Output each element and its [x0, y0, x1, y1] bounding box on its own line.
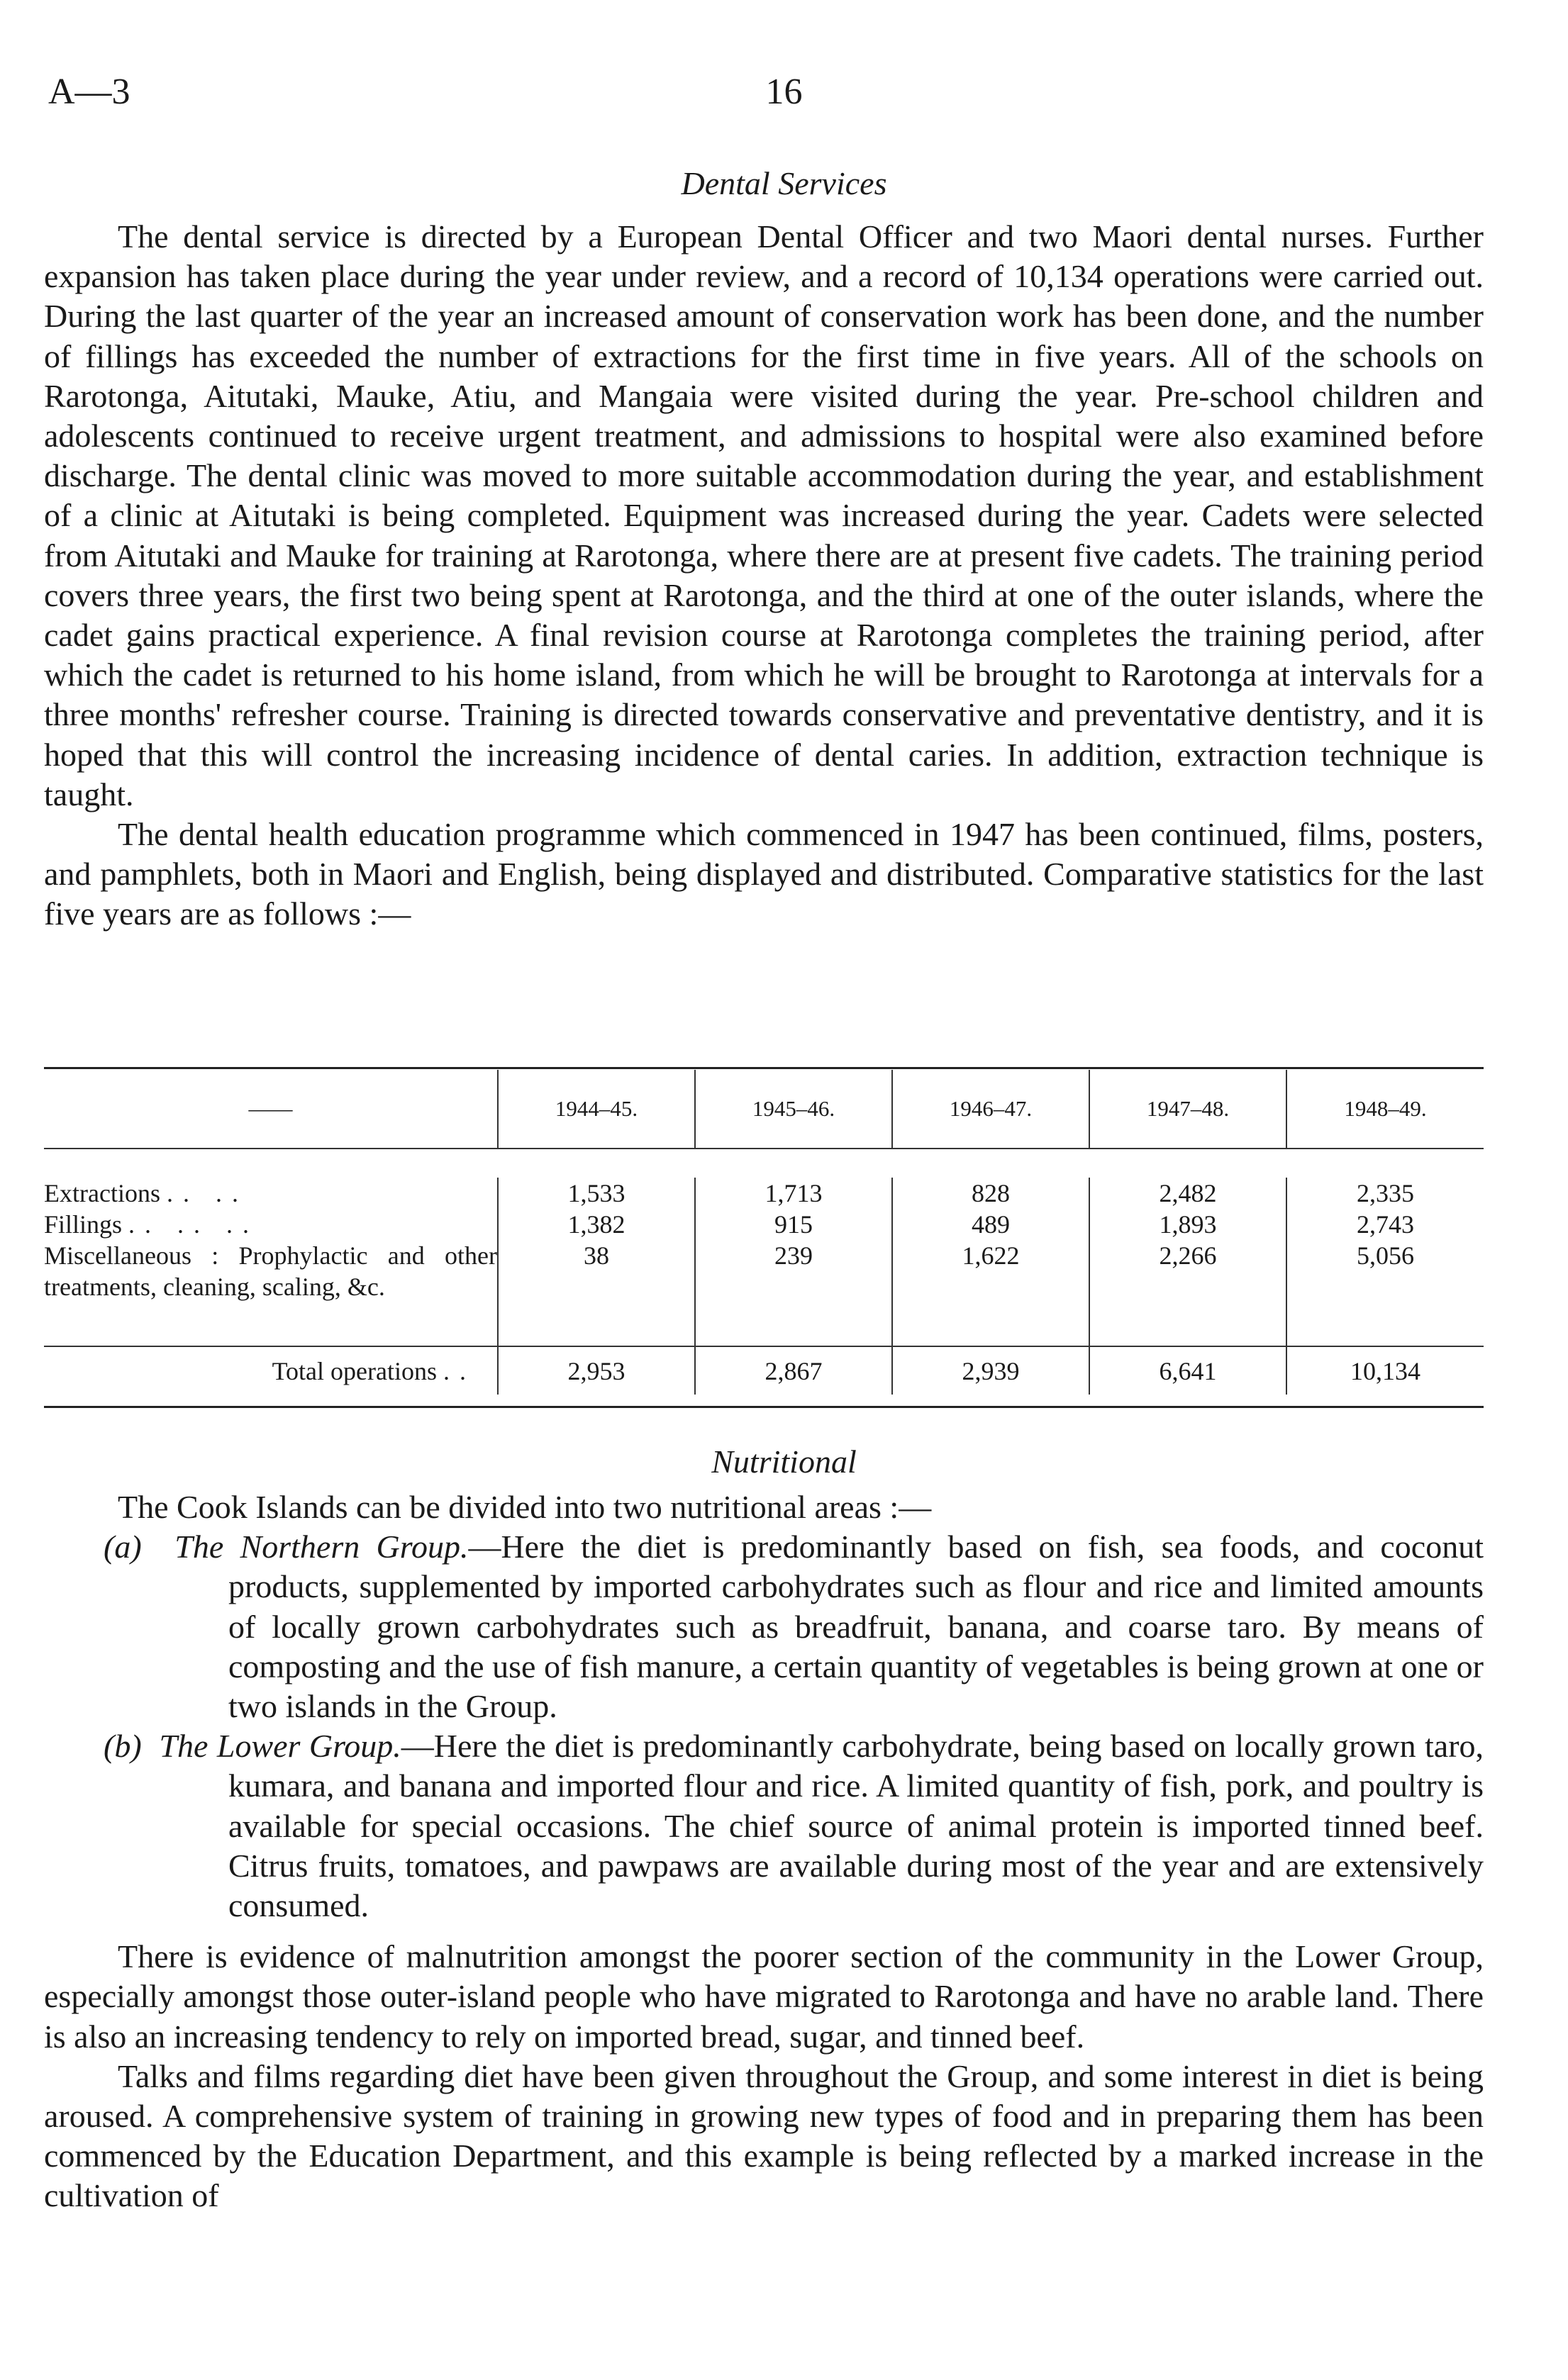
table-corner-cell: ——: [248, 1096, 293, 1121]
dental-paragraph-2: The dental health education programme which commenced in 1947 has been continued, films, posters, and pamphlets, both in Maori and English, being displayed and distributed. Comparative statistics for the last five years are as follows :—: [44, 816, 1484, 932]
list-item: [44, 1527, 1484, 1726]
nutritional-intro: The Cook Islands can be divided into two nutritional areas :—: [118, 1489, 932, 1525]
table-cell: 2,335: [1286, 1178, 1484, 1209]
table-cell: 2,482: [1089, 1178, 1286, 1209]
row-label: Miscellaneous : Prophylactic and other treatments, cleaning, scaling, &c.: [44, 1241, 497, 1301]
table-cell: 1,713: [695, 1178, 892, 1209]
nutritional-section: [44, 1487, 1484, 2216]
list-item-text: —Here the diet is predominantly based on fish, sea foods, and coconut products, supplemented by imported carbohydrates such as flour and rice and limited amounts of locally grown carbohydrates such as breadfruit, banana, and coarse taro. By means of composting and the use of fish manure, a certain quantity of vegetables is being grown at one or two islands in the Group.: [228, 1529, 1484, 1725]
page-number: 16: [765, 72, 803, 112]
table-cell: 489: [892, 1209, 1089, 1240]
document-reference: A—3: [48, 72, 130, 112]
column-header: 1945–46.: [695, 1070, 892, 1149]
list-item: [44, 1726, 1484, 1926]
list-marker: (b): [104, 1728, 142, 1765]
total-cell: 6,641: [1089, 1346, 1286, 1395]
table-cell: 5,056: [1286, 1240, 1484, 1346]
table-cell: 915: [695, 1209, 892, 1240]
malnutrition-paragraph: There is evidence of malnutrition amongst the poorer section of the community in the Lower Group, especially amongst those outer-island people who have migrated to Rarotonga and have no arable land. There is also an increasing tendency to rely on imported bread, sugar, and tinned beef.: [44, 1938, 1484, 2055]
column-header: 1948–49.: [1286, 1070, 1484, 1149]
list-item-title: The Lower Group.: [159, 1728, 401, 1765]
total-cell: 10,134: [1286, 1346, 1484, 1395]
table-cell: 828: [892, 1178, 1089, 1209]
dental-paragraph-1: The dental service is directed by a European Dental Officer and two Maori dental nurses. Further expansion has taken place during the year under review, and a record of 10,134 operations were carried out. During the last quarter of the year an increased amount of conservation work has been done, and the number of fillings has exceeded the number of extractions for the first time in five years. All of the schools on Rarotonga, Aitutaki, Mauke, Atiu, and Mangaia were visited during the year. Pre-school children and adolescents continued to receive urgent treatment, and admissions to hospital were also examined before discharge. The dental clinic was moved to more suitable accommodation during the year, and establishment of a clinic at Aitutaki is being completed. Equipment was increased during the year. Cadets were selected from Aitutaki and Mauke for training at Rarotonga, where there are at present five cadets. The training period covers three years, the first two being spent at Rarotonga, and the third at one of the outer islands, where the cadet gains practical experience. A final revision course at Rarotonga completes the training period, after which the cadet is returned to his home island, from which he will be brought to Rarotonga at intervals for a three months' refresher course. Training is directed towards conservative and preventative dentistry, and it is hoped that this will control the increasing incidence of dental caries. In addition, extraction technique is taught.: [44, 218, 1484, 812]
table-row: Extractions .. .. 1,533 1,713 828 2,482 2,335: [44, 1178, 1484, 1209]
list-item-title: The Northern Group.: [174, 1529, 469, 1565]
table-row: [44, 1240, 1484, 1346]
list-marker: (a): [104, 1529, 142, 1565]
column-header: 1944–45.: [498, 1070, 695, 1149]
column-header: 1946–47.: [892, 1070, 1089, 1149]
row-label: Extractions: [44, 1179, 160, 1207]
table-cell: 38: [498, 1240, 695, 1346]
table-total-row: Total operations .. 2,953 2,867 2,939 6,641 10,134: [44, 1346, 1484, 1395]
dental-services-heading: Dental Services: [681, 165, 887, 201]
list-item-text: —Here the diet is predominantly carbohydrate, being based on locally grown taro, kumara, and banana and imported flour and rice. A limited quantity of fish, pork, and poultry is available for special occasions. The chief source of animal protein is imported tinned beef. Citrus fruits, tomatoes, and pawpaws are available during most of the year and are extensively consumed.: [228, 1728, 1484, 1924]
table-cell: 1,893: [1089, 1209, 1286, 1240]
row-label: Fillings: [44, 1210, 123, 1239]
dental-section: [44, 217, 1484, 934]
column-header: 1947–48.: [1089, 1070, 1286, 1149]
table-row: Fillings .. .. .. 1,382 915 489 1,893 2,743: [44, 1209, 1484, 1240]
table-cell: 1,622: [892, 1240, 1089, 1346]
table-bottom-rule: [44, 1406, 1484, 1408]
nutritional-heading: Nutritional: [711, 1443, 857, 1480]
table-header-row: [44, 1070, 1484, 1149]
total-cell: 2,867: [695, 1346, 892, 1395]
total-label: Total operations: [272, 1356, 437, 1385]
table-cell: 239: [695, 1240, 892, 1346]
talks-paragraph: Talks and films regarding diet have been given throughout the Group, and some interest in diet is being aroused. A comprehensive system of training in growing new types of food and in preparing them has been commenced by the Education Department, and this example is being reflected by a marked increase in the cultivation of: [44, 2057, 1484, 2214]
table-top-rule: [44, 1067, 1484, 1069]
table-cell: 2,266: [1089, 1240, 1286, 1346]
table-cell: 1,533: [498, 1178, 695, 1209]
table-cell: 1,382: [498, 1209, 695, 1240]
total-cell: 2,953: [498, 1346, 695, 1395]
total-cell: 2,939: [892, 1346, 1089, 1395]
table-cell: 2,743: [1286, 1209, 1484, 1240]
